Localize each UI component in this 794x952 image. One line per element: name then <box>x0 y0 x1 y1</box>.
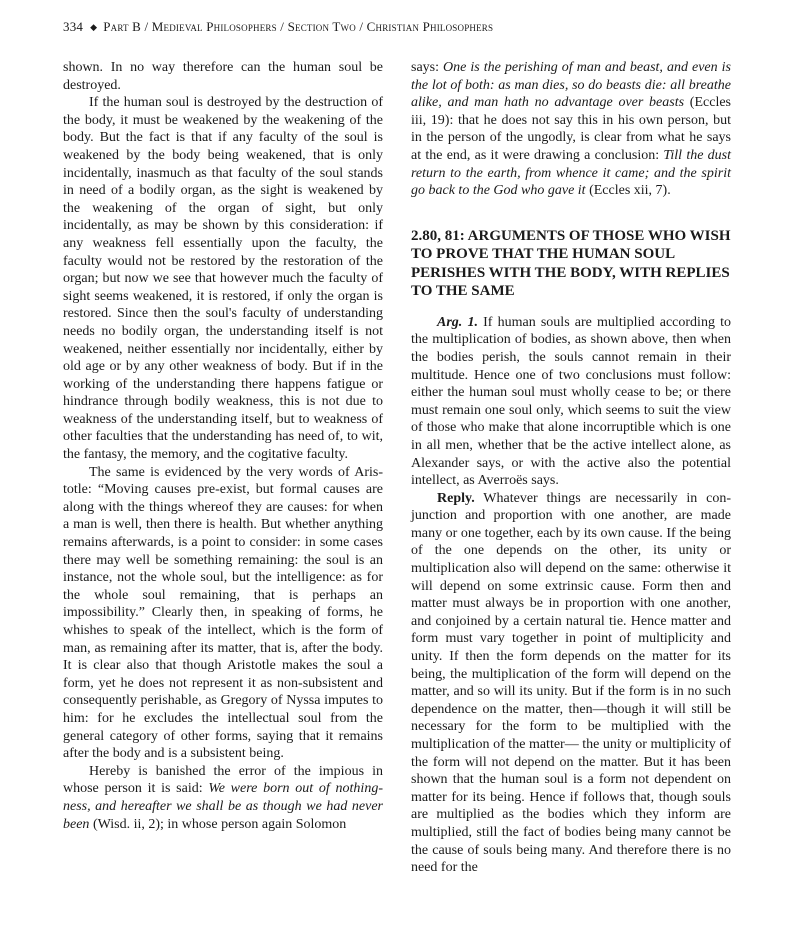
header-section1: Medieval Philosophers <box>151 19 277 34</box>
header-section3: Christian Philosophers <box>366 19 494 34</box>
scripture-quote: One is the perishing of man and beast, and even is the lot of both: as man dies, so do beasts die: all breathe alike, and man hath no advantage over beasts <box>411 60 732 111</box>
header-separator: / <box>280 19 285 34</box>
header-section2: Section Two <box>287 19 356 34</box>
text-run: Whatever things are necessarily in conjunction and proportion with one another, are made many or one together, each by its own cause. If the being of the one depends on the other, its unity or multiplication also will depend on the same: otherwise it will depend on some extrinsic cause. Form then and matter must always be in proportion with one another, and conjoined by a certain natural tie. Hence matter and form must vary together in point of multiplicity and unity. If then the form depends on the matter for its being, the multiplication of the form will depend on the matter, and so will its unity. But if the form is in no such dependence on the matter, then—though it will still be necessary for the form to be multiplied with the multiplication of the matter— the unity or multiplicity of the form will not depend on the matter. But it has been shown that the human soul is a form not dependent on matter for its being. Hence if follows that, though souls are multiplied as the bodies which they inform are multiplied, still the fact of bodies being many cannot be the cause of souls being many. And therefore there is no need for the <box>411 490 731 876</box>
paragraph <box>411 314 731 490</box>
paragraph <box>411 59 731 200</box>
reply-label: Reply. <box>437 490 475 506</box>
scripture-quote: Till the dust return to the earth, from whence it came; and the spirit go back to the God who gave it <box>411 147 732 199</box>
text-run: Hereby is banished the error of the impious in whose person it is said: <box>63 763 383 797</box>
header-part: Part B <box>103 19 142 34</box>
paragraph: If the human soul is destroyed by the destruction of the body, it must be weakened by the weakening of the body. But the fact is that if any faculty of the soul is weakened by the body being weakened, that is only incidentally, inasmuch as that faculty of the soul stands in need of a bodily organ, as the sight is weakened by the weakening of the organ of sight, but only incidentally, as may be shown by this consideration: if any weakness fell essentially upon the faculty, the faculty would not be restored by the restoration of the organ; but now we see that however much the faculty of sight seems weakened, it is restored, if only the organ is restored. Since then the soul's faculty of understanding needs no bodily organ, the understanding itself is not weakened, neither essentially nor incidentally, either by old age or by any other weakness of body. But if in the working of the understanding there happens fatigue or hindrance through bodily weakness, this is not due to weakness of the understanding itself, but to weakness of other faculties that the understanding has need of, to wit, the fantasy, the memory, and the cogitative faculty. <box>63 95 383 463</box>
text-run: (Wisd. ii, 2); in whose person again Solomon <box>89 816 347 832</box>
argument-label: Arg. 1. <box>437 314 478 330</box>
header-separator: / <box>144 19 149 34</box>
left-column <box>63 59 383 833</box>
text-run: (Eccles iii, 19): that he does not say this in his own person, but in the person of the ungodly, is clear from what he says at the end, as it were drawing a conclusion: <box>411 95 731 163</box>
paragraph <box>411 490 731 877</box>
text-run: If human souls are multiplied according to the multiplication of bodies, as shown above, then when the bodies perish, the souls cannot remain in their multitude. Hence one of two conclusions must follow: either the human soul must wholly cease to be; or there must remain one soul only, which seems to suit the view of those who make that alone incorruptible which is one in all men, whether that be the active intellect alone, as Alexander says, or with the active also the potential intellect, as Averroës says. <box>411 314 731 489</box>
running-header <box>63 19 743 39</box>
page-number: 334 <box>63 19 84 34</box>
diamond-ornament-icon: ◆ <box>90 22 98 32</box>
right-column <box>411 59 731 877</box>
paragraph: shown. In no way therefore can the human soul be destroyed. <box>63 60 383 93</box>
scripture-quote: We were born out of nothingness, and hereafter we shall be as though we had never been <box>63 781 383 832</box>
paragraph: The same is evidenced by the very words of Aristotle: “Moving causes pre-exist, but formal causes are along with the things whereof they are causes: for when a man is well, then there is health. But whether anything remains afterwards, is a point to consider: in some cases there may well be something remaining: the soul is an instance, not the whole soul, but the intelligence: as for the whole soul remaining, that is perhaps an impossibility.” Clearly then, in speaking of forms, he whishes to speak of the intellect, which is the form of man, as remaining after its matter, that is, after the body. It is clear also that though Aristotle makes the soul a form, yet he does not represent it as non-subsistent and consequently perishable, as Gregory of Nyssa imputes to him: for he excludes the intellectual soul from the general category of other forms, saying that it remains after the body and is a subsistent being. <box>63 464 383 762</box>
section-heading: 2.80, 81: ARGUMENTS OF THOSE WHO WISH TO PROVE THAT THE HUMAN SOUL PERISHES WITH THE BODY, WITH REPLIES TO THE SAME <box>411 227 731 300</box>
paragraph <box>63 763 383 833</box>
text-run: (Eccles xii, 7). <box>585 183 671 199</box>
text-run: says: <box>411 60 444 75</box>
header-separator: / <box>359 19 364 34</box>
